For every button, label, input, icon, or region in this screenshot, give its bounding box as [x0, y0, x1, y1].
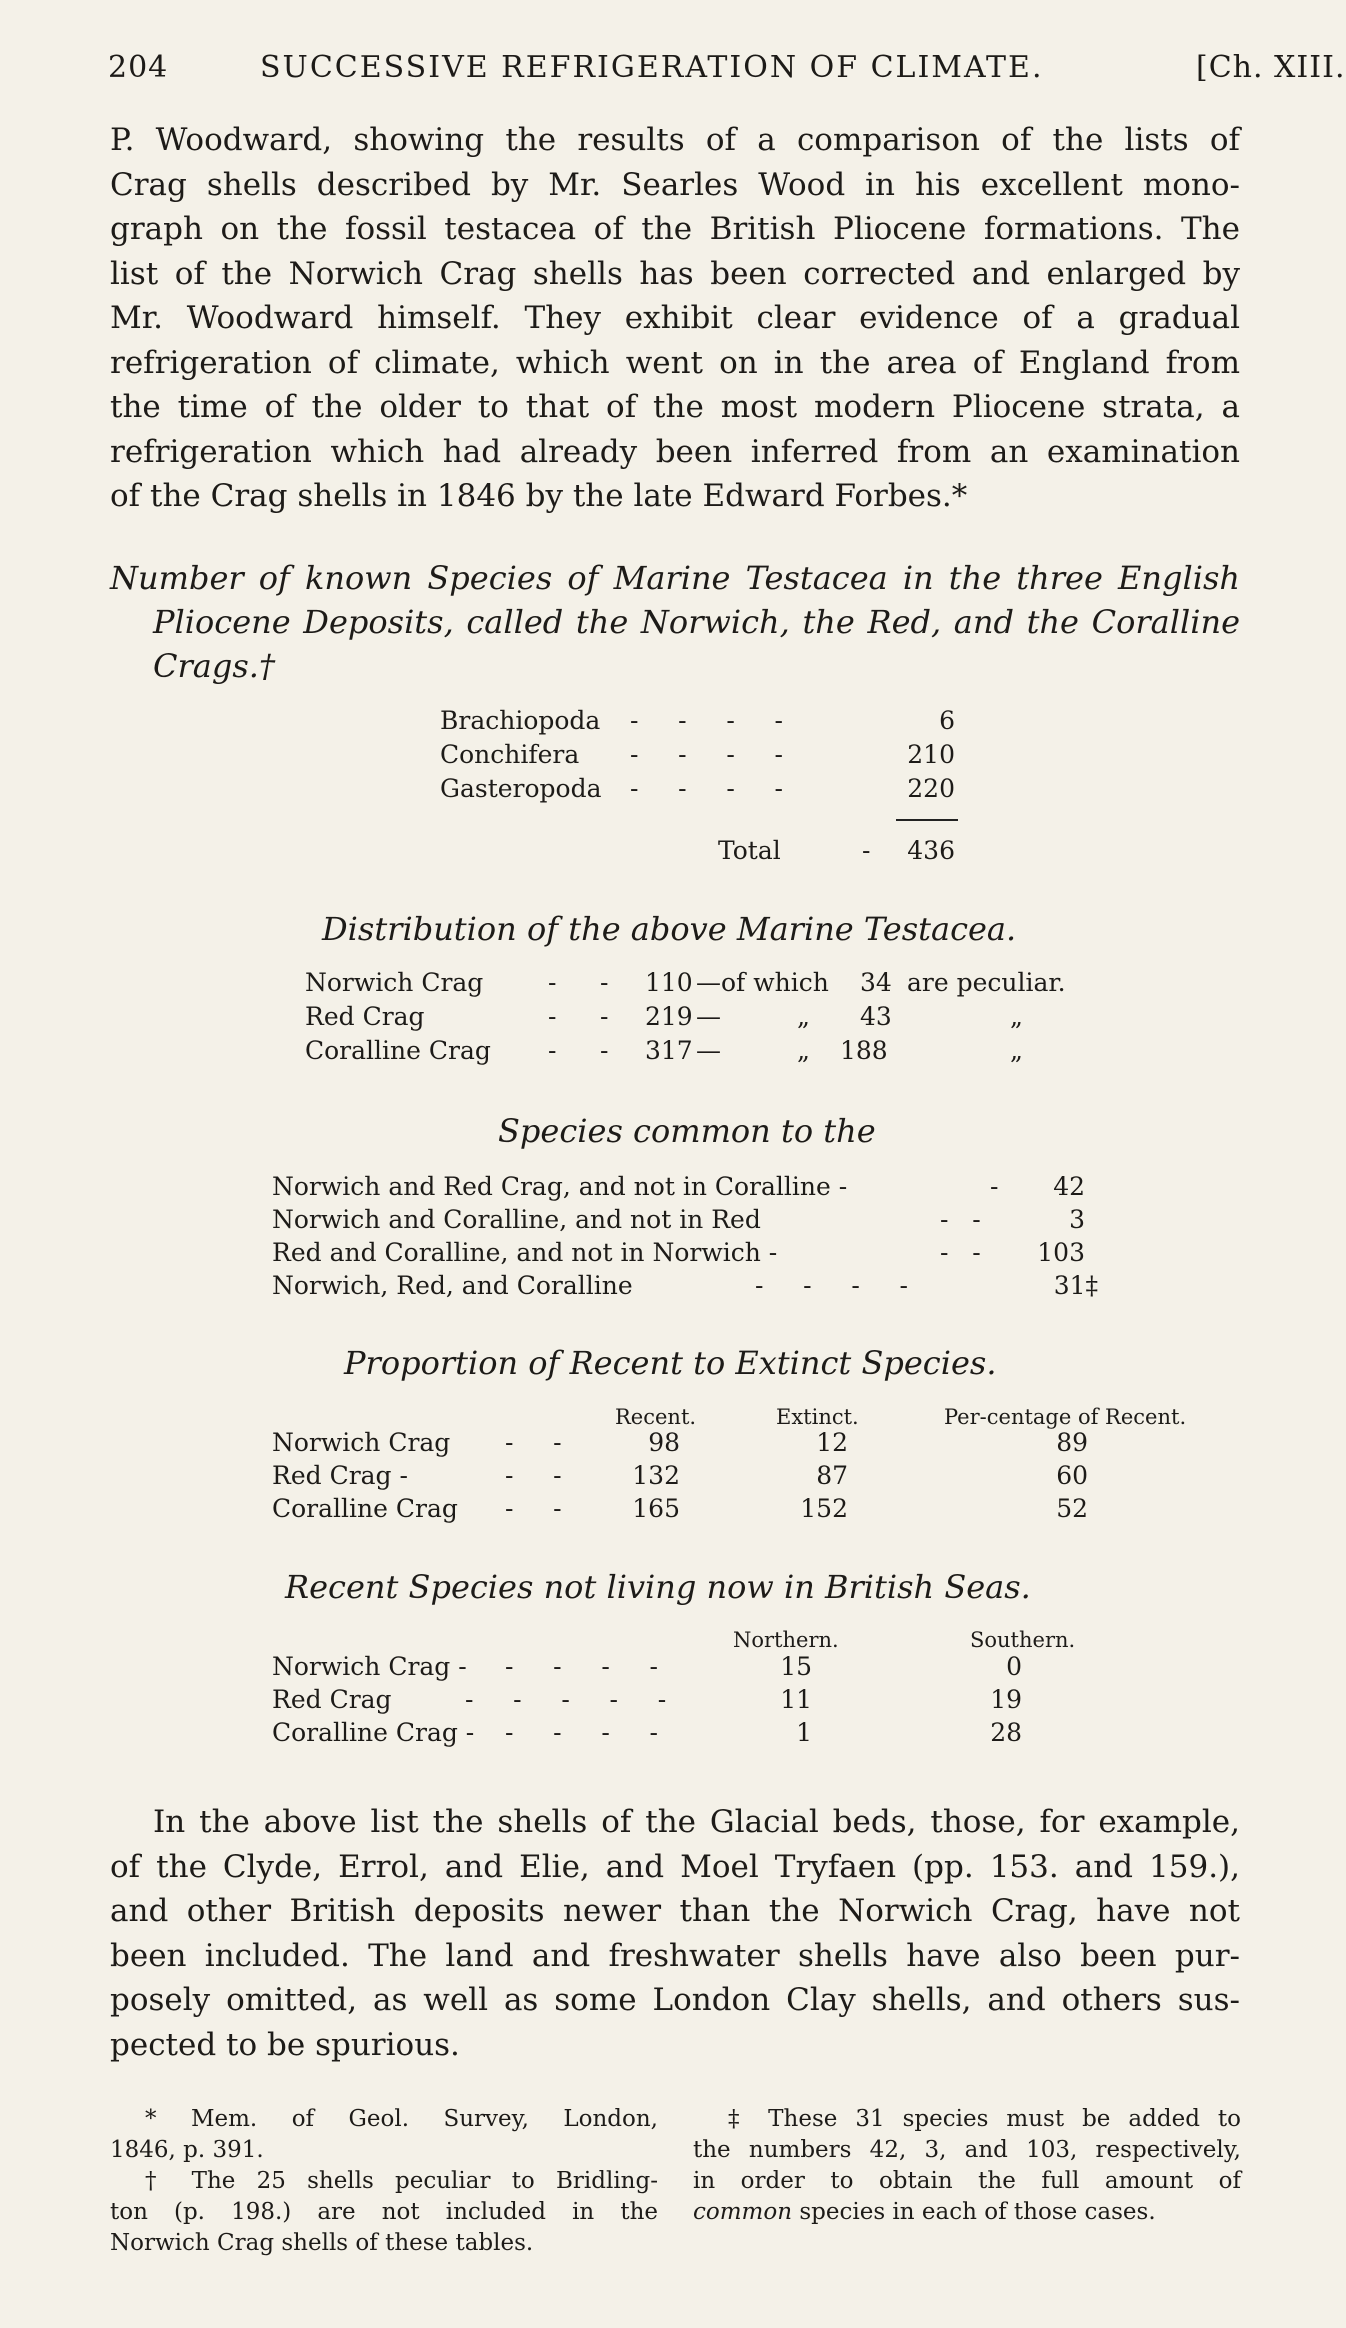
footnote-line: † The 25 shells peculiar to Bridling-: [145, 2168, 658, 2194]
row-dash: - -: [940, 1238, 981, 1267]
row-dash: -: [548, 968, 557, 997]
row-label: Coralline Crag: [272, 1494, 458, 1523]
table1-heading: [110, 556, 1240, 688]
text-line: of the Crag shells in 1846 by the late Edward Forbes.*: [110, 478, 968, 514]
row-peculiar: 43: [860, 1002, 892, 1031]
row-dashes: - -: [505, 1428, 562, 1457]
total-rule: [896, 819, 958, 821]
row-label: Brachiopoda: [440, 706, 601, 735]
text-line: of the Clyde, Errol, and Elie, and Moel Tryfaen (pp. 153. and 159.),: [110, 1848, 1240, 1885]
total-label: Total: [718, 836, 781, 865]
footnote-line: * Mem. of Geol. Survey, London,: [145, 2106, 658, 2132]
row-label: Red Crag: [272, 1685, 392, 1714]
row-peculiar: 188: [840, 1036, 888, 1065]
text-line: In the above list the shells of the Glacial beds, those, for example,: [153, 1804, 1240, 1840]
row-recent: 165: [632, 1494, 680, 1523]
row-percent: 89: [1056, 1428, 1088, 1457]
footnote-line: Norwich Crag shells of these tables.: [110, 2230, 534, 2256]
row-value: 42: [1053, 1172, 1085, 1201]
heading-line: Number of known Species of Marine Testacea in the three English: [110, 559, 1240, 597]
row-dash: - - - -: [755, 1271, 908, 1300]
row-dash: -: [600, 968, 609, 997]
row-dashes: - - - - -: [465, 1685, 667, 1714]
row-label: Red and Coralline, and not in Norwich -: [272, 1238, 778, 1267]
row-northern: 11: [780, 1685, 812, 1714]
footnote-line: 1846, p. 391.: [110, 2137, 264, 2163]
footnote-line: ton (p. 198.) are not included in the: [110, 2199, 658, 2225]
closing-paragraph: [110, 1800, 1240, 2067]
row-dash: -: [548, 1036, 557, 1065]
row-percent: 60: [1056, 1461, 1088, 1490]
row-southern: 19: [990, 1685, 1022, 1714]
row-value: 220: [907, 774, 955, 803]
row-recent: 98: [648, 1428, 680, 1457]
row-value: 3: [1069, 1205, 1085, 1234]
row-separator: —: [696, 1002, 721, 1031]
row-tail: „: [1010, 1036, 1023, 1065]
row-dashes: - - - -: [630, 740, 783, 769]
row-label: Coralline Crag: [305, 1036, 491, 1065]
row-dashes: - - - -: [505, 1718, 658, 1747]
row-separator: —: [696, 1036, 721, 1065]
chapter-reference: [Ch. XIII.: [1196, 50, 1346, 85]
column-header-northern: Northern.: [733, 1628, 839, 1652]
row-southern: 28: [990, 1718, 1022, 1747]
row-northern: 15: [780, 1652, 812, 1681]
row-dashes: - -: [505, 1461, 562, 1490]
footnote-italic-word: common: [693, 2199, 793, 2225]
row-ditto: „: [797, 1036, 810, 1065]
running-title: SUCCESSIVE REFRIGERATION OF CLIMATE.: [260, 50, 1044, 85]
row-separator: —of which: [696, 968, 829, 997]
row-dashes: - - - -: [630, 774, 783, 803]
text-line: posely omitted, as well as some London Clay shells, and others sus-: [110, 1982, 1240, 2018]
row-label: Red Crag: [305, 1002, 425, 1031]
footnote-line: the numbers 42, 3, and 103, respectively,: [693, 2137, 1241, 2163]
row-value: 31‡: [1053, 1271, 1098, 1300]
column-header-percentage: Per-centage of Recent.: [944, 1405, 1187, 1429]
text-line: and other British deposits newer than the Norwich Crag, have not: [110, 1893, 1240, 1929]
table4-heading: Proportion of Recent to Extinct Species.: [344, 1344, 997, 1382]
table2-heading: Distribution of the above Marine Testacea.: [322, 910, 1017, 948]
row-label: Norwich Crag: [305, 968, 484, 997]
footnote-line: [693, 2197, 1241, 2228]
text-line: Crag shells described by Mr. Searles Wood in his excellent mono-: [110, 166, 1240, 203]
row-label: Norwich Crag -: [272, 1652, 467, 1681]
row-tail: are peculiar.: [907, 968, 1066, 997]
text-line: refrigeration of climate, which went on in the area of England from: [110, 344, 1240, 381]
footnotes-left: [110, 2104, 658, 2259]
text-line: P. Woodward, showing the results of a comparison of the lists of: [110, 122, 1240, 158]
row-total: 317: [645, 1036, 693, 1065]
column-header-southern: Southern.: [970, 1628, 1076, 1652]
row-dash: -: [548, 1002, 557, 1031]
row-label: Norwich Crag: [272, 1428, 451, 1457]
column-header-recent: Recent.: [615, 1405, 697, 1429]
footnote-line-rest: species in each of those cases.: [792, 2199, 1156, 2225]
row-label: Coralline Crag -: [272, 1718, 475, 1747]
row-label: Conchifera: [440, 740, 580, 769]
text-line: list of the Norwich Crag shells has been corrected and enlarged by: [110, 255, 1240, 292]
row-value: 210: [907, 740, 955, 769]
text-line: pected to be spurious.: [110, 2026, 460, 2063]
row-dash: -: [600, 1036, 609, 1065]
row-peculiar: 34: [860, 968, 892, 997]
footnote-line: in order to obtain the full amount of: [693, 2168, 1241, 2194]
total-value: 436: [907, 836, 955, 865]
row-northern: 1: [796, 1718, 812, 1747]
row-label: Gasteropoda: [440, 774, 602, 803]
row-label: Norwich and Red Crag, and not in Coralline -: [272, 1172, 848, 1201]
row-extinct: 152: [800, 1494, 848, 1523]
row-label: Norwich and Coralline, and not in Red: [272, 1205, 761, 1234]
intro-paragraph: [110, 118, 1240, 519]
row-label: Red Crag -: [272, 1461, 408, 1490]
table5-heading: Recent Species not living now in British Seas.: [285, 1568, 1031, 1606]
row-extinct: 87: [816, 1461, 848, 1490]
row-percent: 52: [1056, 1494, 1088, 1523]
row-dashes: - -: [505, 1494, 562, 1523]
total-dash: -: [862, 836, 871, 865]
heading-line: Crags.†: [153, 647, 275, 685]
row-dashes: - - - -: [630, 706, 783, 735]
row-total: 219: [645, 1002, 693, 1031]
row-dash: - -: [940, 1205, 981, 1234]
heading-line: Pliocene Deposits, called the Norwich, the Red, and the Coralline: [153, 603, 1240, 641]
row-southern: 0: [1006, 1652, 1022, 1681]
row-ditto: „: [797, 1002, 810, 1031]
row-recent: 132: [632, 1461, 680, 1490]
row-label: Norwich, Red, and Coralline: [272, 1271, 633, 1300]
row-extinct: 12: [816, 1428, 848, 1457]
table3-heading: Species common to the: [498, 1112, 876, 1150]
text-line: the time of the older to that of the most modern Pliocene strata, a: [110, 389, 1240, 425]
footnote-line: ‡ These 31 species must be added to: [728, 2106, 1241, 2132]
column-header-extinct: Extinct.: [776, 1405, 859, 1429]
row-total: 110: [645, 968, 693, 997]
text-line: been included. The land and freshwater shells have also been pur-: [110, 1937, 1240, 1974]
row-dashes: - - - -: [505, 1652, 658, 1681]
text-line: Mr. Woodward himself. They exhibit clear evidence of a gradual: [110, 300, 1240, 336]
footnotes-right: [693, 2104, 1241, 2228]
row-tail: „: [1010, 1002, 1023, 1031]
row-dash: -: [990, 1172, 999, 1201]
row-dash: -: [600, 1002, 609, 1031]
row-value: 103: [1037, 1238, 1085, 1267]
text-line: refrigeration which had already been inferred from an examination: [110, 433, 1240, 470]
page-number: 204: [108, 50, 169, 85]
text-line: graph on the fossil testacea of the British Pliocene formations. The: [110, 211, 1240, 247]
row-value: 6: [939, 706, 955, 735]
